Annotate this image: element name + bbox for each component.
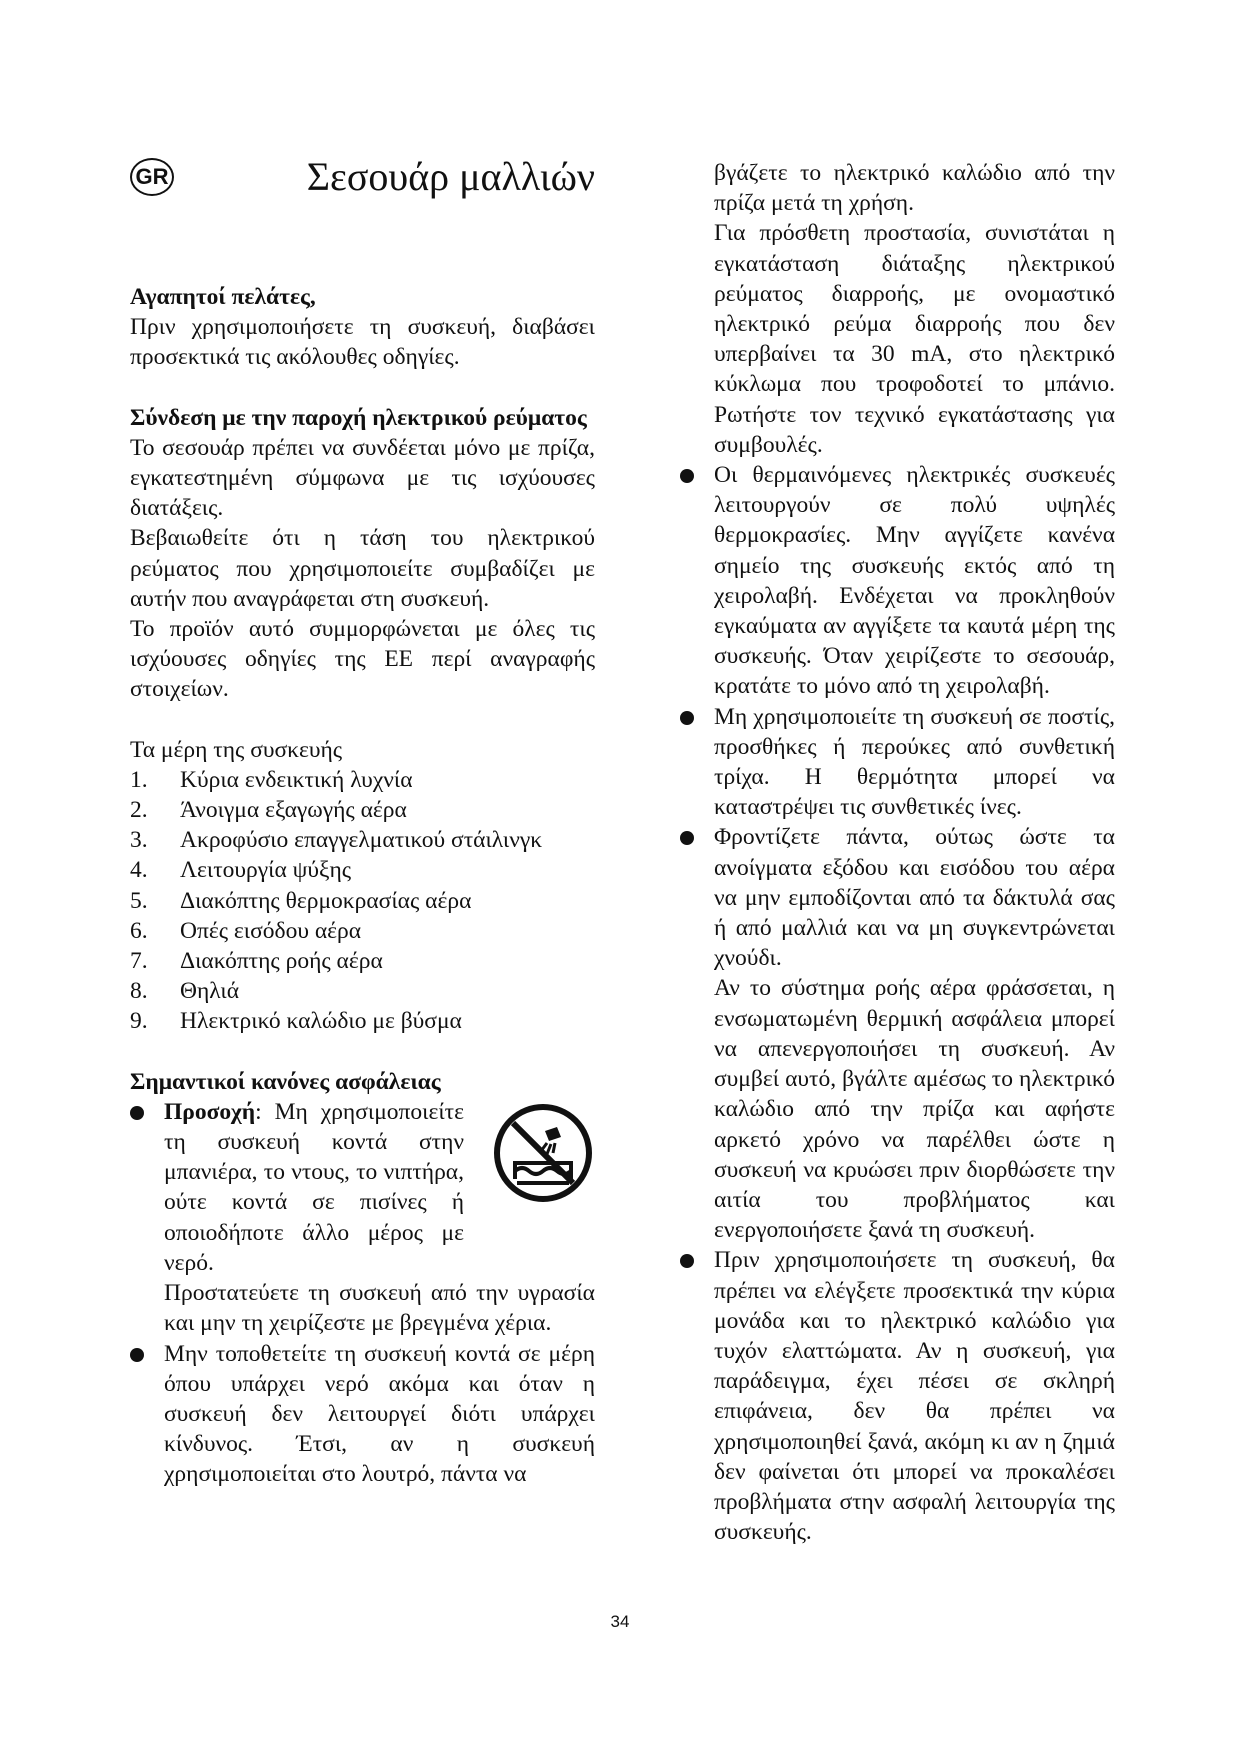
parts-heading: Τα μέρη της συσκευής — [130, 736, 343, 763]
list-item: 3. Ακροφύσιο επαγγελματικού στάιλινγκ — [130, 827, 543, 854]
list-item — [680, 1245, 1115, 1547]
list-item: 1. Κύρια ενδεικτική λυχνία — [130, 766, 413, 793]
list-item-continued — [680, 158, 1115, 460]
power-heading: Σύνδεση με την παροχή ηλεκτρικού ρεύματος — [130, 404, 587, 431]
power-paragraph-1: Το σεσουάρ πρέπει να συνδέεται μόνο με πρίζα, εγκατεστημένη σύμφωνα με τις ισχύουσες διατάξεις. — [130, 434, 595, 522]
list-item: 2. Άνοιγμα εξαγωγής αέρα — [130, 797, 407, 824]
list-item — [130, 1097, 595, 1339]
right-column — [680, 158, 1115, 1547]
bullet-icon — [680, 711, 694, 725]
bullet-2-text: Μην τοποθετείτε τη συσκευή κοντά σε μέρη όπου υπάρχει νερό ακόμα και όταν η συσκευή δεν λειτουργεί διότι υπάρχει κίνδυνος. Έτσι, αν η συσκευή χρησιμοποιείται στο λουτρό, πάντα να — [164, 1340, 595, 1488]
parts-list — [130, 765, 595, 1037]
bullet-5-text: Φροντίζετε πάντα, ούτως ώστε τα ανοίγματα εξόδου και εισόδου του αέρα να μην εμποδίζονται από τα δάκτυλά σας ή από μαλλιά και να μη συγκεντρώνεται χνούδι. — [714, 824, 1115, 972]
list-item: 5. Διακόπτης θερμοκρασίας αέρα — [130, 887, 472, 914]
list-item: 9. Ηλεκτρικό καλώδιο με βύσμα — [130, 1008, 462, 1035]
list-item: 6. Οπές εισόδου αέρα — [130, 917, 362, 944]
list-item — [680, 822, 1115, 1245]
bullet-icon — [680, 469, 694, 483]
safety-list-left — [130, 1097, 595, 1490]
list-item — [680, 460, 1115, 702]
bullet-2-extra: Για πρόσθετη προστασία, συνιστάται η εγκατάσταση διάταξης ηλεκτρικού ρεύματος διαρροής, με ονομαστικό ηλεκτρικό ρεύμα διαρροής που δεν υπερβαίνει τα 30 mA, στο ηλεκτρικό κύκλωμα που τροφοδοτεί το μπάνιο. Ρωτήστε τον τεχνικό εγκατάστασης για συμβουλές. — [714, 220, 1115, 458]
bullet-2-continued: βγάζετε το ηλεκτρικό καλώδιο από την πρίζα μετά τη χρήση. — [714, 160, 1115, 217]
bullet-3-text: Οι θερμαινόμενες ηλεκτρικές συσκευές λειτουργούν σε πολύ υψηλές θερμοκρασίες. Μην αγγίζετε κανένα σημείο της συσκευής εκτός από τη χειρολαβή. Ενδέχεται να προκληθούν εγκαύματα αν αγγίξετε τα καυτά μέρη της συσκευής. Όταν χειρίζεστε το σεσουάρ, κρατάτε το μόνο από τη χειρολαβή. — [714, 462, 1115, 700]
greeting: Αγαπητοί πελάτες, — [130, 284, 316, 310]
bullet-icon — [680, 1254, 694, 1268]
bullet-icon — [680, 831, 694, 845]
warning-text-2: Προστατεύετε τη συσκευή από την υγρασία και μην τη χειρίζεστε με βρεγμένα χέρια. — [164, 1280, 595, 1337]
warning-text: : Μη χρησιμοποιείτε τη συσκευή κοντά στην μπανιέρα, το ντους, το νιπτήρα, ούτε κοντά σε πισίνες ή οποιοδήποτε άλλο μέρος με νερό. — [164, 1098, 464, 1276]
bullet-4-text: Μη χρησιμοποιείτε τη συσκευή σε ποστίς, προσθήκες ή περούκες από συνθετική τρίχα. Η θερμότητα μπορεί να καταστρέψει τις συνθετικές ίνες. — [714, 703, 1115, 821]
no-water-icon — [491, 1101, 595, 1205]
bullet-icon — [130, 1348, 144, 1362]
list-item: 4. Λειτουργία ψύξης — [130, 857, 352, 884]
page-title: Σεσουάρ μαλλιών — [306, 154, 595, 199]
left-column — [130, 282, 595, 1490]
list-item — [680, 702, 1115, 823]
warning-label: Προσοχή — [164, 1098, 256, 1125]
bullet-6-text: Πριν χρησιμοποιήσετε τη συσκευή, θα πρέπει να ελέγξετε προσεκτικά την κύρια μονάδα και το ηλεκτρικό καλώδιο για τυχόν ελαττώματα. Αν η συσκευή, για παράδειγμα, έχει πέσει σε σκληρή επιφάνεια, δεν θα πρέπει να χρησιμοποιηθεί ξανά, ακόμη κι αν η ζημιά δεν φαίνεται ότι μπορεί να προκαλέσει προβλήματα στην ασφαλή λειτουργία της συσκευής. — [714, 1247, 1115, 1546]
power-paragraph-3: Το προϊόν αυτό συμμορφώνεται με όλες τις ισχύουσες οδηγίες της ΕΕ περί αναγραφής στοιχείων. — [130, 616, 595, 703]
power-paragraph-2: Βεβαιωθείτε ότι η τάση του ηλεκτρικού ρεύματος που χρησιμοποιείτε συμβαδίζει με αυτήν που αναγράφεται στη συσκευή. — [130, 525, 595, 612]
list-item — [130, 1339, 595, 1490]
list-item: 7. Διακόπτης ροής αέρα — [130, 948, 383, 975]
bullet-icon — [130, 1106, 144, 1120]
intro-text: Πριν χρησιμοποιήσετε τη συσκευή, διαβάσει προσεκτικά τις ακόλουθες οδηγίες. — [130, 314, 595, 371]
page-number: 34 — [610, 1612, 630, 1631]
language-badge: GR — [130, 158, 174, 196]
bullet-5-extra: Αν το σύστημα ροής αέρα φράσσεται, η ενσωματωμένη θερμική ασφάλεια μπορεί να απενεργοποιήσει τη συσκευή. Αν συμβεί αυτό, βγάλτε αμέσως το ηλεκτρικό καλώδιο από την πρίζα και αφήστε αρκετό χρόνο να παρέλθει ώστε η συσκευή να κρυώσει πριν διορθώσετε την αιτία του προβλήματος και ενεργοποιήσετε ξανά τη συσκευή. — [714, 975, 1115, 1244]
list-item: 8. Θηλιά — [130, 978, 240, 1005]
safety-heading: Σημαντικοί κανόνες ασφάλειας — [130, 1068, 441, 1095]
safety-list-right — [680, 158, 1115, 1547]
page-header — [130, 150, 595, 210]
